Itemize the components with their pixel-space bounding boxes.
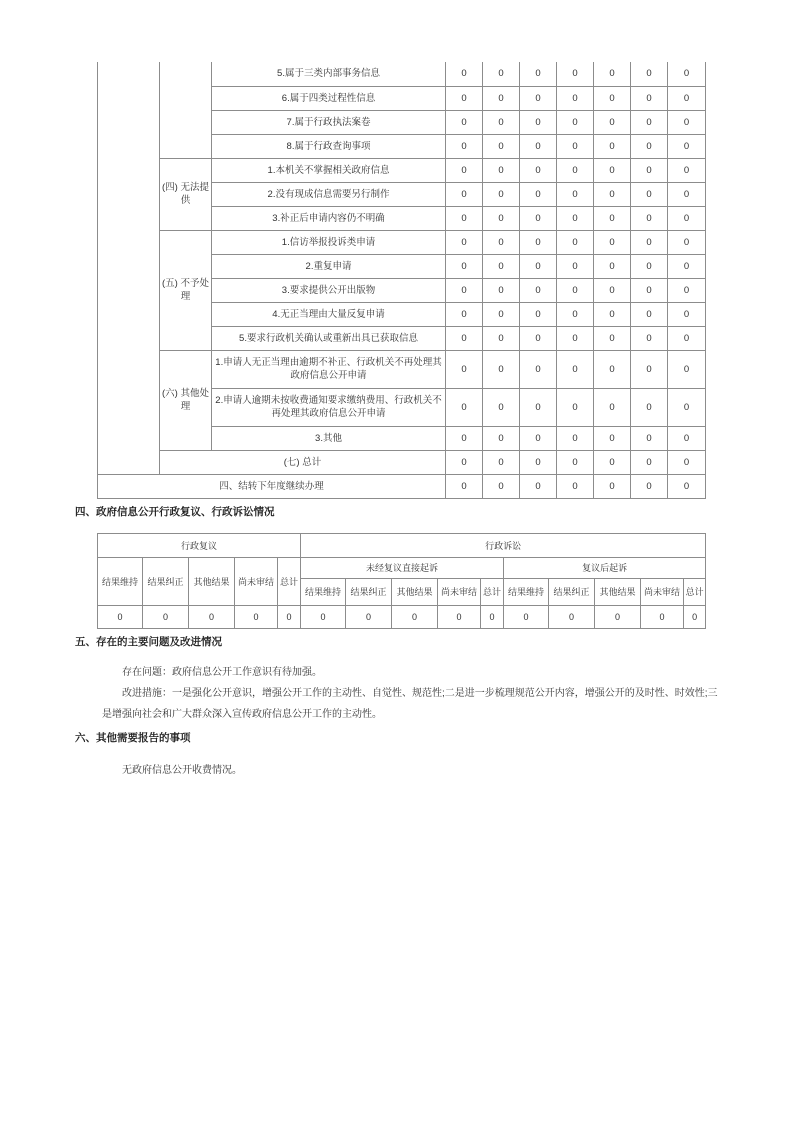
value-cell: 0 <box>631 350 668 388</box>
table-row <box>98 450 706 474</box>
header-cell: 其他结果 <box>189 558 235 606</box>
value-cell: 0 <box>446 182 483 206</box>
value-cell: 0 <box>594 278 631 302</box>
value-cell: 0 <box>668 182 706 206</box>
value-cell: 0 <box>483 326 520 350</box>
value-cell: 0 <box>631 388 668 426</box>
value-cell: 0 <box>520 110 557 134</box>
header-cell: 未经复议直接起诉 <box>301 558 504 579</box>
value-cell: 0 <box>520 230 557 254</box>
value-cell: 0 <box>504 606 549 629</box>
table-row <box>98 350 706 388</box>
row-label-cell: 四、结转下年度继续办理 <box>98 474 446 498</box>
value-cell: 0 <box>278 606 301 629</box>
row-label-cell: 5.属于三类内部事务信息 <box>212 62 446 86</box>
value-cell: 0 <box>483 86 520 110</box>
value-cell: 0 <box>520 474 557 498</box>
value-cell: 0 <box>520 302 557 326</box>
value-cell: 0 <box>631 62 668 86</box>
table-row <box>98 474 706 498</box>
value-cell: 0 <box>631 426 668 450</box>
value-cell: 0 <box>557 326 594 350</box>
table-row <box>98 62 706 86</box>
value-cell: 0 <box>483 278 520 302</box>
value-cell: 0 <box>483 254 520 278</box>
header-cell: 结果维持 <box>98 558 143 606</box>
value-cell: 0 <box>595 606 641 629</box>
value-cell: 0 <box>392 606 438 629</box>
value-cell: 0 <box>235 606 278 629</box>
section-heading-other-matters: 六、其他需要报告的事项 <box>75 732 191 744</box>
value-cell: 0 <box>557 134 594 158</box>
value-cell: 0 <box>557 182 594 206</box>
value-cell: 0 <box>631 302 668 326</box>
header-cell: 其他结果 <box>595 579 641 606</box>
value-cell: 0 <box>668 450 706 474</box>
value-cell: 0 <box>520 388 557 426</box>
value-cell: 0 <box>557 450 594 474</box>
value-cell: 0 <box>446 230 483 254</box>
value-cell: 0 <box>668 206 706 230</box>
value-cell: 0 <box>446 302 483 326</box>
header-cell: 结果纠正 <box>346 579 392 606</box>
value-cell: 0 <box>557 388 594 426</box>
header-cell: 行政诉讼 <box>301 534 706 558</box>
header-cell: 总计 <box>481 579 504 606</box>
value-cell: 0 <box>446 450 483 474</box>
value-cell: 0 <box>684 606 706 629</box>
row-label-cell: 1.申请人无正当理由逾期不补正、行政机关不再处理其政府信息公开申请 <box>212 350 446 388</box>
value-cell: 0 <box>520 86 557 110</box>
value-cell: 0 <box>594 134 631 158</box>
header-cell: 其他结果 <box>392 579 438 606</box>
group-label-cell <box>160 62 212 158</box>
value-cell: 0 <box>594 230 631 254</box>
value-cell: 0 <box>520 254 557 278</box>
value-cell: 0 <box>641 606 684 629</box>
value-cell: 0 <box>438 606 481 629</box>
value-cell: 0 <box>520 158 557 182</box>
row-label-cell: 5.要求行政机关确认或重新出具已获取信息 <box>212 326 446 350</box>
row-label-cell: 2.重复申请 <box>212 254 446 278</box>
header-cell: 行政复议 <box>98 534 301 558</box>
table-row <box>98 606 706 629</box>
value-cell: 0 <box>557 302 594 326</box>
value-cell: 0 <box>549 606 595 629</box>
value-cell: 0 <box>446 388 483 426</box>
header-cell: 尚未审结 <box>641 579 684 606</box>
value-cell: 0 <box>668 134 706 158</box>
value-cell: 0 <box>668 230 706 254</box>
value-cell: 0 <box>668 158 706 182</box>
other-matters-paragraphs <box>102 760 722 781</box>
header-cell: 结果纠正 <box>143 558 189 606</box>
header-cell: 总计 <box>684 579 706 606</box>
problems-improvements-paragraphs <box>102 662 722 725</box>
row-label-cell: 6.属于四类过程性信息 <box>212 86 446 110</box>
value-cell: 0 <box>668 326 706 350</box>
value-cell: 0 <box>594 474 631 498</box>
header-cell: 结果纠正 <box>549 579 595 606</box>
value-cell: 0 <box>631 134 668 158</box>
paragraph-existing-problems: 存在问题：政府信息公开工作意识有待加强。 <box>122 667 322 678</box>
value-cell: 0 <box>668 388 706 426</box>
value-cell: 0 <box>446 254 483 278</box>
header-cell: 总计 <box>278 558 301 606</box>
value-cell: 0 <box>557 254 594 278</box>
value-cell: 0 <box>668 350 706 388</box>
row-label-cell: 1.信访举报投诉类申请 <box>212 230 446 254</box>
header-cell: 尚未审结 <box>438 579 481 606</box>
value-cell: 0 <box>594 254 631 278</box>
value-cell: 0 <box>557 86 594 110</box>
value-cell: 0 <box>594 450 631 474</box>
value-cell: 0 <box>594 302 631 326</box>
value-cell: 0 <box>483 450 520 474</box>
value-cell: 0 <box>481 606 504 629</box>
value-cell: 0 <box>631 254 668 278</box>
value-cell: 0 <box>520 450 557 474</box>
value-cell: 0 <box>668 474 706 498</box>
value-cell: 0 <box>346 606 392 629</box>
value-cell: 0 <box>631 326 668 350</box>
row-label-cell: 3.要求提供公开出版物 <box>212 278 446 302</box>
value-cell: 0 <box>483 350 520 388</box>
value-cell: 0 <box>668 426 706 450</box>
value-cell: 0 <box>483 388 520 426</box>
value-cell: 0 <box>520 134 557 158</box>
value-cell: 0 <box>446 350 483 388</box>
value-cell: 0 <box>631 110 668 134</box>
request-results-table-body <box>98 62 706 498</box>
value-cell: 0 <box>483 426 520 450</box>
group-label-cell: (五) 不予处理 <box>160 230 212 350</box>
value-cell: 0 <box>446 110 483 134</box>
row-label-cell: 4.无正当理由大量反复申请 <box>212 302 446 326</box>
group-label-cell: (六) 其他处理 <box>160 350 212 450</box>
table-row <box>98 534 706 558</box>
row-label-cell: 3.补正后申请内容仍不明确 <box>212 206 446 230</box>
table-row <box>98 158 706 182</box>
value-cell: 0 <box>631 182 668 206</box>
value-cell: 0 <box>446 206 483 230</box>
value-cell: 0 <box>483 110 520 134</box>
value-cell: 0 <box>446 86 483 110</box>
value-cell: 0 <box>446 474 483 498</box>
review-litigation-table <box>97 533 706 629</box>
value-cell: 0 <box>483 474 520 498</box>
value-cell: 0 <box>668 278 706 302</box>
value-cell: 0 <box>594 388 631 426</box>
paragraph-improvement-measures: 改进措施：一是强化公开意识，增强公开工作的主动性、自觉性、规范性;二是进一步梳理规范公开内容，增强公开的及时性、时效性;三是增强向社会和广大群众深入宣传政府信息公开工作的主动性。 <box>102 688 718 720</box>
row-label-cell: (七) 总计 <box>160 450 446 474</box>
value-cell: 0 <box>668 62 706 86</box>
value-cell: 0 <box>520 426 557 450</box>
value-cell: 0 <box>668 86 706 110</box>
review-litigation-table-body <box>98 534 706 629</box>
section-heading-problems-improvements: 五、存在的主要问题及改进情况 <box>75 636 222 648</box>
value-cell: 0 <box>520 182 557 206</box>
value-cell: 0 <box>520 278 557 302</box>
value-cell: 0 <box>594 206 631 230</box>
value-cell: 0 <box>631 86 668 110</box>
value-cell: 0 <box>189 606 235 629</box>
value-cell: 0 <box>631 474 668 498</box>
value-cell: 0 <box>446 326 483 350</box>
value-cell: 0 <box>557 474 594 498</box>
value-cell: 0 <box>446 62 483 86</box>
value-cell: 0 <box>557 62 594 86</box>
request-results-table <box>97 62 706 499</box>
spacer-cell <box>98 62 160 474</box>
value-cell: 0 <box>668 254 706 278</box>
value-cell: 0 <box>446 278 483 302</box>
value-cell: 0 <box>594 326 631 350</box>
value-cell: 0 <box>631 450 668 474</box>
value-cell: 0 <box>98 606 143 629</box>
value-cell: 0 <box>594 86 631 110</box>
value-cell: 0 <box>483 230 520 254</box>
value-cell: 0 <box>483 134 520 158</box>
value-cell: 0 <box>520 350 557 388</box>
row-label-cell: 2.没有现成信息需要另行制作 <box>212 182 446 206</box>
value-cell: 0 <box>668 302 706 326</box>
value-cell: 0 <box>631 230 668 254</box>
row-label-cell: 1.本机关不掌握相关政府信息 <box>212 158 446 182</box>
header-cell: 结果维持 <box>301 579 346 606</box>
value-cell: 0 <box>594 110 631 134</box>
table-row <box>98 230 706 254</box>
value-cell: 0 <box>668 110 706 134</box>
value-cell: 0 <box>594 426 631 450</box>
value-cell: 0 <box>631 278 668 302</box>
value-cell: 0 <box>143 606 189 629</box>
paragraph-no-fees: 无政府信息公开收费情况。 <box>122 765 242 776</box>
header-cell: 尚未审结 <box>235 558 278 606</box>
header-cell: 复议后起诉 <box>504 558 706 579</box>
group-label-cell: (四) 无法提供 <box>160 158 212 230</box>
value-cell: 0 <box>557 426 594 450</box>
row-label-cell: 3.其他 <box>212 426 446 450</box>
value-cell: 0 <box>594 350 631 388</box>
header-cell: 结果维持 <box>504 579 549 606</box>
value-cell: 0 <box>446 426 483 450</box>
row-label-cell: 2.申请人逾期未按收费通知要求缴纳费用、行政机关不再处理其政府信息公开申请 <box>212 388 446 426</box>
value-cell: 0 <box>557 110 594 134</box>
value-cell: 0 <box>557 206 594 230</box>
value-cell: 0 <box>446 134 483 158</box>
value-cell: 0 <box>483 206 520 230</box>
value-cell: 0 <box>520 206 557 230</box>
value-cell: 0 <box>557 278 594 302</box>
table-row <box>98 558 706 579</box>
row-label-cell: 8.属于行政查询事项 <box>212 134 446 158</box>
value-cell: 0 <box>631 158 668 182</box>
value-cell: 0 <box>483 158 520 182</box>
row-label-cell: 7.属于行政执法案卷 <box>212 110 446 134</box>
value-cell: 0 <box>483 62 520 86</box>
value-cell: 0 <box>520 62 557 86</box>
value-cell: 0 <box>483 182 520 206</box>
value-cell: 0 <box>594 158 631 182</box>
value-cell: 0 <box>594 182 631 206</box>
value-cell: 0 <box>446 158 483 182</box>
value-cell: 0 <box>520 326 557 350</box>
value-cell: 0 <box>483 302 520 326</box>
value-cell: 0 <box>631 206 668 230</box>
value-cell: 0 <box>557 230 594 254</box>
section-heading-review-litigation: 四、政府信息公开行政复议、行政诉讼情况 <box>75 506 275 518</box>
value-cell: 0 <box>557 350 594 388</box>
value-cell: 0 <box>557 158 594 182</box>
value-cell: 0 <box>301 606 346 629</box>
value-cell: 0 <box>594 62 631 86</box>
